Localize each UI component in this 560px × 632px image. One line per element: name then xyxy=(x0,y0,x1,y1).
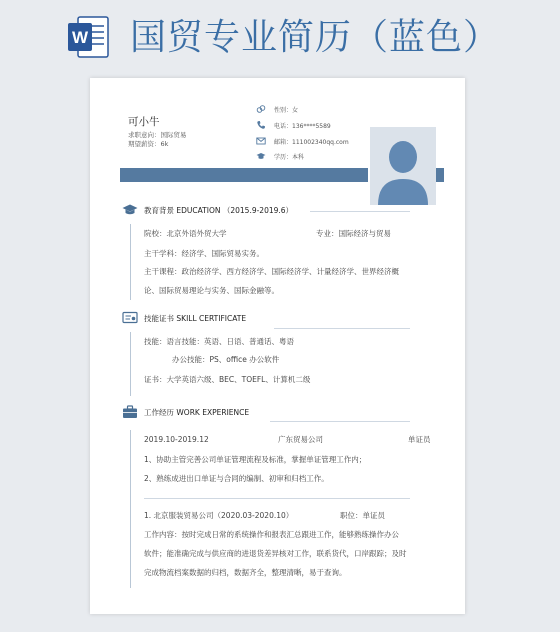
job2-duty-line1: 工作内容：按时完成日常的系统操作和报表汇总跟进工作，能够熟练操作办公 xyxy=(144,530,399,539)
gender-icon xyxy=(256,104,266,114)
experience-section-title: 工作经历 WORK EXPERIENCE xyxy=(144,407,250,417)
banner-title: 国贸专业简历（蓝色） xyxy=(130,17,501,58)
education-courses-line1: 主干课程：政治经济学、西方经济学、国际经济学、计量经济学、世界经济概 xyxy=(144,267,399,276)
banner xyxy=(0,0,560,80)
header-accent-bar-right xyxy=(436,168,444,182)
expected-salary: 期望薪资：6k xyxy=(128,140,169,148)
header-accent-bar xyxy=(120,168,368,182)
candidate-name: 可小牛 xyxy=(128,116,160,128)
gender-text: 性别：女 xyxy=(274,106,299,114)
job-divider xyxy=(144,498,410,499)
email-text: 邮箱：111002340qq.com xyxy=(274,138,349,146)
certificate-icon xyxy=(122,311,138,325)
phone-icon xyxy=(256,120,266,130)
section-divider xyxy=(310,211,410,212)
skills-section-title: 技能证书 SKILL CERTIFICATE xyxy=(144,313,247,323)
person-silhouette-icon xyxy=(370,127,436,205)
word-icon-letter: W xyxy=(71,28,89,47)
job1-company: 广东贸易公司 xyxy=(278,435,323,444)
phone-text: 电话：136****5589 xyxy=(274,122,331,130)
job1-date: 2019.10-2019.12 xyxy=(144,435,209,444)
skills-timeline-line xyxy=(130,332,131,396)
skills-certificates: 证书：大学英语六级、BEC、TOEFL、计算机二级 xyxy=(144,375,311,384)
gender-row xyxy=(256,103,298,115)
experience-section-header xyxy=(122,404,249,420)
job2-position: 职位：单证员 xyxy=(340,511,385,520)
skills-section-header xyxy=(122,310,246,326)
section-divider xyxy=(274,328,410,329)
education-level-text: 学历：本科 xyxy=(274,153,305,161)
education-row xyxy=(256,150,304,162)
section-divider xyxy=(270,421,410,422)
profile-photo xyxy=(370,127,436,205)
job2-duty-line3: 完成物流档案数据的归档，数据齐全，整理清晰，易于查询。 xyxy=(144,568,347,577)
job1-duty2: 2、熟练成进出口单证与合同的编制、初审和归档工作。 xyxy=(144,474,329,483)
education-section-header xyxy=(122,202,293,218)
education-main-subjects: 主干学科：经济学、国际贸易实务。 xyxy=(144,249,264,258)
education-major: 专业：国际经济与贸易 xyxy=(316,229,391,238)
job2-company-date: 1. 北京服装贸易公司（2020.03-2020.10） xyxy=(144,511,294,520)
graduation-cap-icon xyxy=(122,203,138,217)
job-intent: 求职意向：国际贸易 xyxy=(128,131,187,139)
job1-duty1: 1、协助主管完善公司单证管理流程及标准，掌握单证管理工作内； xyxy=(144,455,367,464)
experience-timeline-line xyxy=(130,430,131,588)
education-timeline-line xyxy=(130,224,131,300)
skills-office: 办公技能：PS、office 办公软件 xyxy=(172,355,280,364)
education-courses-line2: 论、国际贸易理论与实务、国际金融等。 xyxy=(144,286,279,295)
resume-page xyxy=(90,78,465,614)
education-section-title: 教育背景 EDUCATION （2015.9-2019.6） xyxy=(144,205,294,215)
education-school: 院校：北京外语外贸大学 xyxy=(144,229,227,238)
briefcase-icon xyxy=(122,405,138,419)
word-icon xyxy=(66,14,110,60)
email-row xyxy=(256,135,349,147)
phone-row xyxy=(256,119,331,131)
skills-language: 技能：语言技能：英语、日语、普通话、粤语 xyxy=(144,337,294,346)
job1-position: 单证员 xyxy=(408,435,431,444)
envelope-icon xyxy=(256,136,266,146)
job2-duty-line2: 软件；能准确完成与供应商的进退货差异核对工作，联系货代，口岸跟踪；及时 xyxy=(144,549,407,558)
graduation-cap-icon xyxy=(256,151,266,161)
